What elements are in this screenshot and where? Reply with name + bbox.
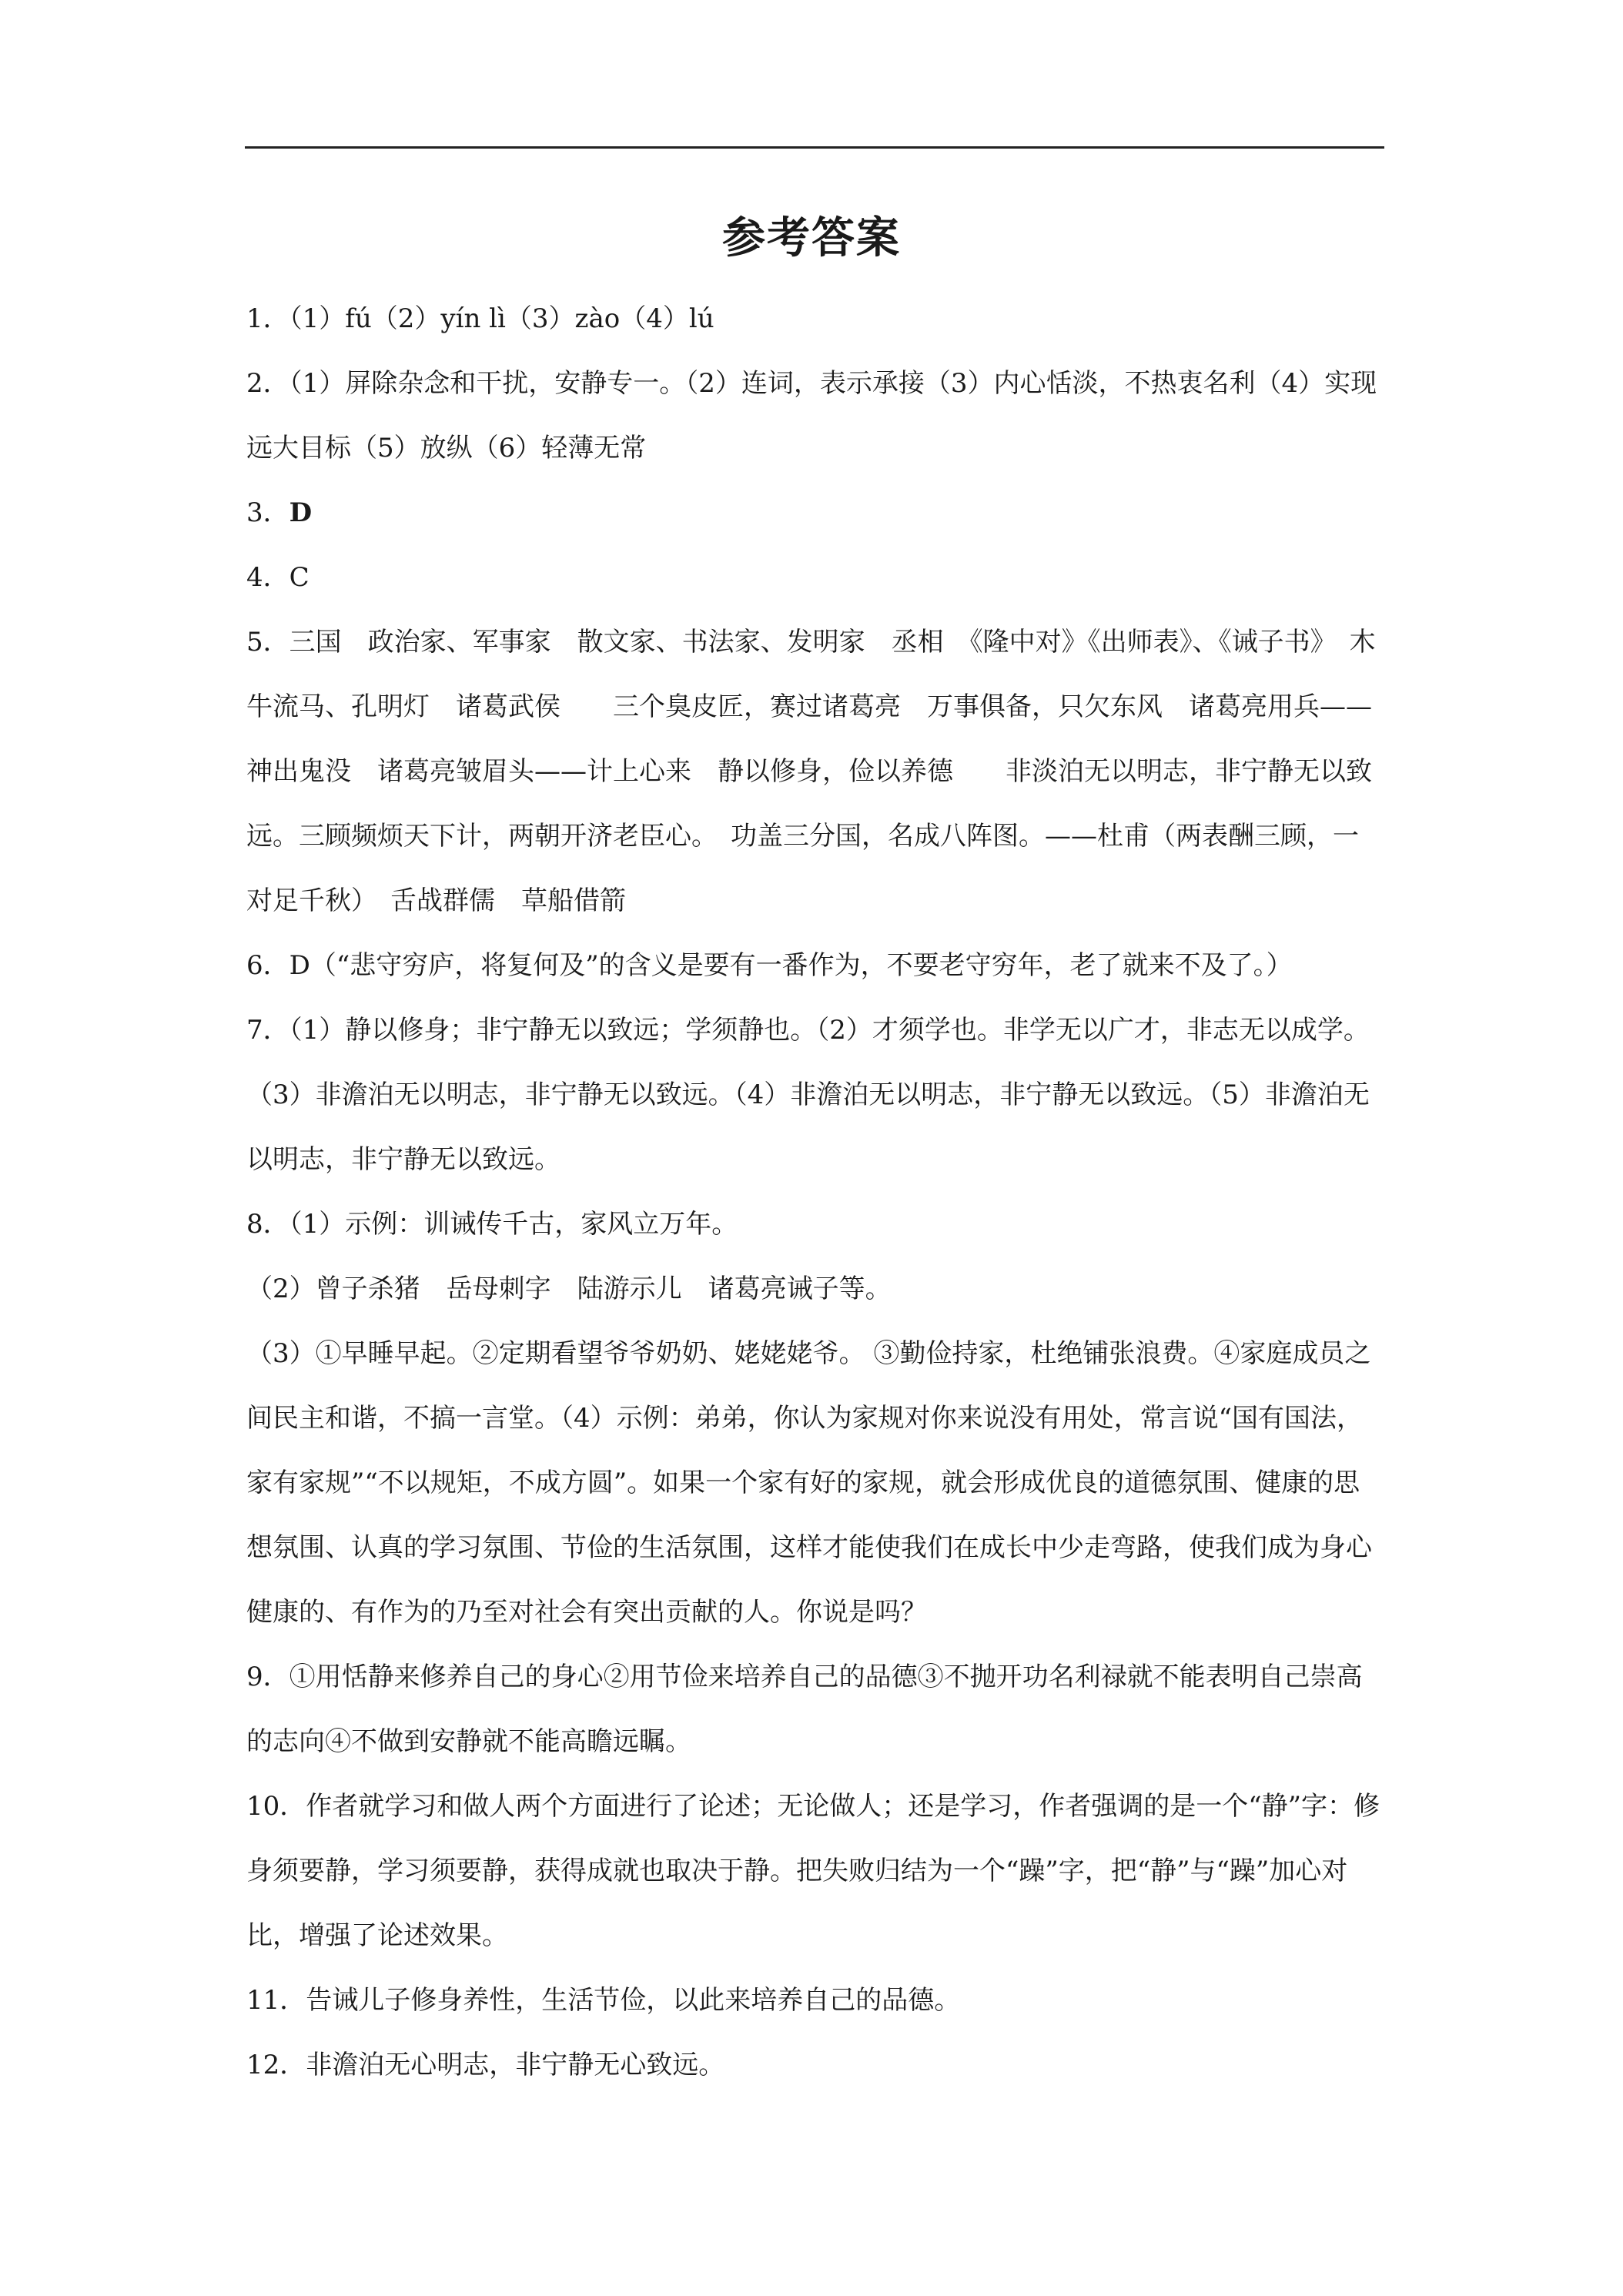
answer-11: 11．告诫儿子修身养性，生活节俭，以此来培养自己的品德。 <box>246 1985 961 2016</box>
answer-6: 6．D（“悲守穷庐，将复何及”的含义是要有一番作为，不要老守穷年，老了就来不及了。） <box>246 950 1293 981</box>
answer-2: 2．（1）屏除杂念和干扰，安静专一。（2）连词，表示承接（3）内心恬淡，不热衷名利（4）实现远大目标（5）放纵（6）轻薄无常 <box>246 368 1377 464</box>
answer-list <box>246 286 1384 2097</box>
answer-3-number: 3． <box>246 497 289 528</box>
answer-5: 5．三国 政治家、军事家 散文家、书法家、发明家 丞相 《隆中对》《出师表》、《诫子书》 木牛流马、孔明灯 诸葛武侯 三个臭皮匠，赛过诸葛亮 万事俱备，只欠东风 诸葛亮用兵——神出鬼没 诸葛亮皱眉头——计上心来 静以修身，俭以养德 非淡泊无以明志，非宁静无以致远。三顾频烦天下计，两朝开济老臣心。 功盖三分国，名成八阵图。——杜甫（两表酬三顾，一对足千秋） 舌战群儒 草船借箭 <box>246 627 1376 916</box>
answer-3-choice: D <box>289 497 313 528</box>
answer-8-part-3: （3）①早睡早起。②定期看望爷爷奶奶、姥姥姥爷。 ③勤俭持家，杜绝铺张浪费。④家庭成员之间民主和谐，不搞一言堂。（4）示例：弟弟，你认为家规对你来说没有用处，常言说“国有国法，家有家规”“不以规矩，不成方圆”。如果一个家有好的家规，就会形成优良的道德氛围、健康的思想氛围、认真的学习氛围、节俭的生活氛围，这样才能使我们在成长中少走弯路，使我们成为身心健康的、有作为的乃至对社会有突出贡献的人。你说是吗？ <box>246 1338 1372 1628</box>
answer-12: 12．非澹泊无心明志，非宁静无心致远。 <box>246 2050 725 2080</box>
answer-4: 4．C <box>246 562 310 593</box>
answer-9: 9．①用恬静来修养自己的身心②用节俭来培养自己的品德③不抛开功名利禄就不能表明自己崇高的志向④不做到安静就不能高瞻远瞩。 <box>246 1662 1363 1757</box>
page-title: 参考答案 <box>722 213 901 263</box>
answer-7: 7．（1）静以修身；非宁静无以致远；学须静也。（2）才须学也。非学无以广才，非志无以成学。（3）非澹泊无以明志，非宁静无以致远。（4）非澹泊无以明志，非宁静无以致远。（5）非澹泊无以明志，非宁静无以致远。 <box>246 1015 1370 1175</box>
answer-8-part-1: 8．（1）示例：训诫传千古，家风立万年。 <box>246 1209 738 1240</box>
answer-3 <box>246 480 1384 545</box>
answer-10: 10．作者就学习和做人两个方面进行了论述；无论做人；还是学习，作者强调的是一个“静”字：修身须要静，学习须要静，获得成就也取决于静。把失败归结为一个“躁”字，把“静”与“躁”加心对比，增强了论述效果。 <box>246 1791 1380 1951</box>
answer-8-part-2: （2）曾子杀猪 岳母刺字 陆游示儿 诸葛亮诫子等。 <box>246 1274 892 1304</box>
header-rule <box>245 146 1384 149</box>
answer-1: 1．（1）fú（2）yín lì（3）zào（4）lú <box>246 303 714 334</box>
